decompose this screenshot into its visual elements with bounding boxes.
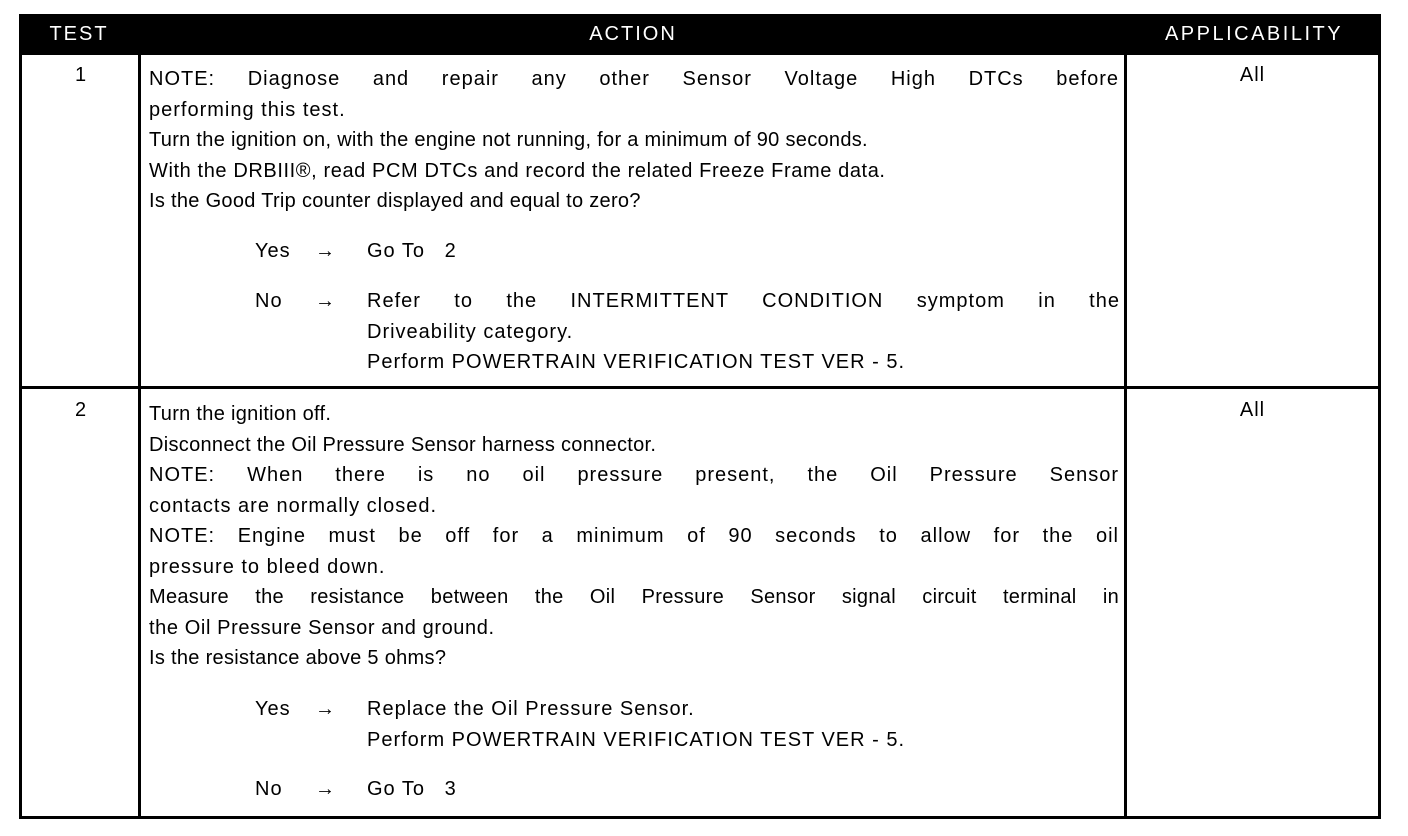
- yes-action: Go To 2: [367, 240, 457, 262]
- action-line: Turn the ignition on, with the engine not running, for a minimum of 90 seconds.: [149, 129, 868, 151]
- no-action: Refer to the INTERMITTENT CONDITION symptom in the: [367, 290, 1120, 312]
- yes-branch: [255, 694, 1120, 756]
- test-number: 1: [74, 64, 87, 86]
- arrow-icon: →: [315, 698, 336, 720]
- no-label: No: [255, 290, 283, 312]
- arrow-icon: →: [315, 240, 336, 262]
- header-applicability: APPLICABILITY: [1164, 23, 1344, 45]
- action-line: performing this test.: [149, 98, 346, 121]
- no-action: Driveability category.: [367, 320, 574, 343]
- action-line: pressure to bleed down.: [149, 555, 386, 578]
- action-line: Is the Good Trip counter displayed and equal to zero?: [149, 190, 641, 212]
- yes-action: Replace the Oil Pressure Sensor.: [367, 698, 695, 720]
- column-divider-applicability: [1124, 55, 1127, 819]
- action-line: Turn the ignition off.: [149, 403, 332, 425]
- yes-action: Perform POWERTRAIN VERIFICATION TEST VER - 5.: [367, 728, 906, 751]
- action-line: With the DRBIII®, read PCM DTCs and record the related Freeze Frame data.: [149, 159, 886, 182]
- no-branch: [255, 774, 1120, 805]
- action-line: NOTE: When there is no oil pressure present, the Oil Pressure Sensor: [149, 464, 1119, 486]
- row-divider: [19, 386, 1381, 389]
- header-action: ACTION: [589, 23, 677, 45]
- no-action: Perform POWERTRAIN VERIFICATION TEST VER - 5.: [367, 351, 906, 373]
- column-divider-test: [138, 55, 141, 819]
- action-text: [149, 399, 1119, 674]
- arrow-icon: →: [315, 290, 336, 312]
- yes-branch: [255, 236, 1120, 267]
- action-line: Is the resistance above 5 ohms?: [149, 647, 447, 669]
- applicability-value: All: [1239, 399, 1266, 421]
- yes-label: Yes: [255, 698, 291, 720]
- action-line: NOTE: Engine must be off for a minimum of 90 seconds to allow for the oil: [149, 525, 1119, 547]
- action-line: Measure the resistance between the Oil Pressure Sensor signal circuit terminal in: [149, 586, 1119, 608]
- header-test: TEST: [49, 23, 109, 45]
- action-line: Disconnect the Oil Pressure Sensor harness connector.: [149, 433, 657, 456]
- action-line: the Oil Pressure Sensor and ground.: [149, 616, 495, 639]
- no-action: Go To 3: [367, 778, 457, 800]
- no-label: No: [255, 778, 283, 800]
- applicability-value: All: [1239, 64, 1266, 86]
- yes-label: Yes: [255, 240, 291, 262]
- action-line: contacts are normally closed.: [149, 494, 438, 517]
- no-branch: [255, 286, 1120, 378]
- action-text: [149, 64, 1119, 217]
- action-line: NOTE: Diagnose and repair any other Sensor Voltage High DTCs before: [149, 68, 1119, 90]
- arrow-icon: →: [315, 778, 336, 800]
- test-number: 2: [74, 399, 87, 421]
